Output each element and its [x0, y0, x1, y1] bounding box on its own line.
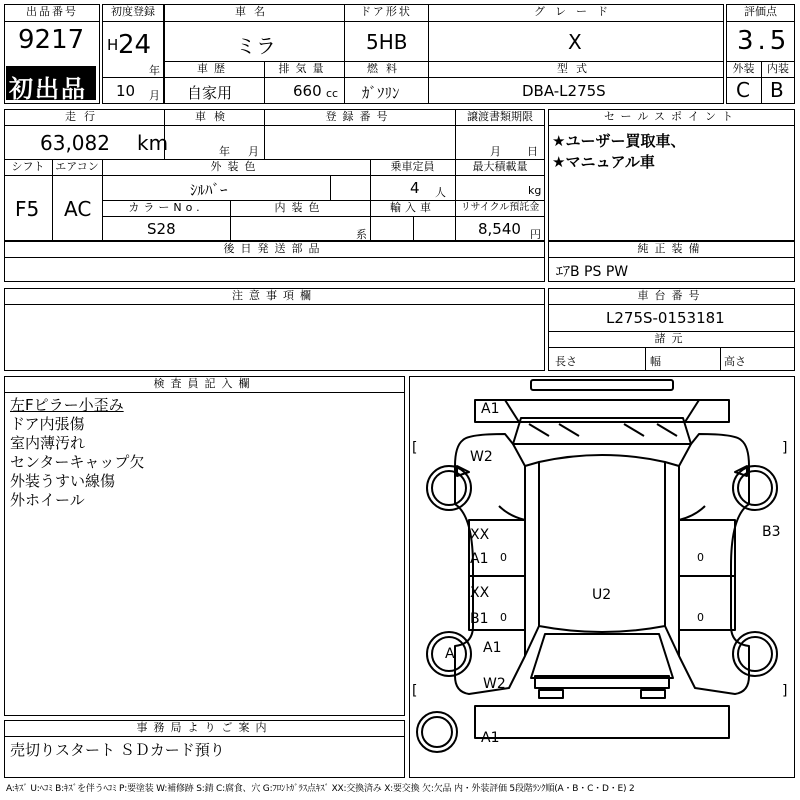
mark-rear-bumper: A1	[481, 730, 500, 746]
roof-outline	[539, 455, 665, 632]
inspection-month-unit: 月	[248, 145, 259, 158]
exterior-grade: C	[736, 78, 750, 102]
recycle-deposit: 8,540	[478, 220, 521, 238]
transfer-deadline-label: 譲渡書類期限	[467, 110, 533, 123]
mark-left-front-door-1: XX	[470, 527, 490, 543]
inspector-note: 室内薄汚れ	[10, 434, 86, 452]
score: 3.5	[737, 26, 791, 56]
sales-points-box	[548, 109, 795, 241]
caution-notes-title: 注意事項欄	[232, 289, 317, 302]
grade: X	[568, 30, 582, 54]
inspector-note: ドア内張傷	[10, 415, 85, 433]
recycle-deposit-unit: 円	[530, 228, 541, 241]
door-type: 5HB	[366, 30, 408, 54]
exterior-color: ｼﾙﾊﾞｰ	[190, 181, 228, 199]
mark-left-front-door-2: A1	[470, 551, 489, 567]
zero-mark: 0	[697, 611, 704, 624]
registration-year: 24	[118, 30, 152, 60]
transfer-day-unit: 日	[527, 145, 538, 158]
car-name-label: 車名	[235, 5, 273, 18]
mark-front-left-fender: W2	[470, 449, 493, 465]
inspector-note: センターキャップ欠	[10, 453, 145, 471]
shift: F5	[15, 197, 40, 221]
diagram-bracket-right-top: ]	[782, 440, 788, 456]
transfer-month-unit: 月	[490, 145, 501, 158]
interior-color-label: 内装色	[274, 201, 326, 214]
sales-point-1: ★ユーザー買取車、	[552, 132, 686, 150]
grade-label: グレード	[534, 5, 618, 18]
rear-right-wheel	[733, 632, 777, 676]
history-label: 車歴	[197, 62, 231, 75]
damage-legend: A:ｷｽﾞ U:ﾍｺﾐ B:ｷｽﾞを伴うﾍｺﾐ P:要塗装 W:補修跡 S:錆 C:腐食、穴 G:ﾌﾛﾝﾄｶﾞﾗｽ点ｷｽﾞ XX:交換済み X:要交換 欠:欠品 内・外装評価 5段階ﾗﾝｸ順(A・B・C・D・E) 2	[6, 784, 635, 794]
zero-mark: 0	[500, 611, 507, 624]
exterior-color-label: 外装色	[210, 160, 262, 173]
model-code: DBA-L275S	[522, 82, 606, 100]
air-conditioner: AC	[64, 197, 92, 221]
displacement-unit: cc	[326, 87, 339, 100]
displacement-label: 排気量	[278, 62, 330, 75]
height-label: 高さ	[724, 355, 746, 368]
interior-grade-label: 内装	[767, 62, 789, 75]
car-diagram	[409, 376, 795, 778]
air-conditioner-label: エアコン	[55, 160, 99, 173]
mark-roof: U2	[592, 587, 612, 603]
era-prefix: H	[107, 36, 119, 54]
exterior-grade-label: 外装	[732, 62, 755, 75]
registration-month: 10	[116, 82, 136, 100]
rear-bumper-shape	[475, 706, 729, 738]
max-load-unit: kg	[528, 184, 542, 197]
diagram-bracket-left-top: [	[412, 440, 418, 456]
mark-left-rear-fender: A1	[483, 640, 502, 656]
lot-number: 9217	[18, 25, 85, 55]
registration-number-label: 登録番号	[325, 110, 394, 123]
width-label: 幅	[650, 355, 661, 368]
mark-left-rear-door-2: B1	[470, 611, 489, 627]
shift-label: シフト	[11, 160, 45, 173]
mileage: 63,082	[40, 131, 110, 155]
inspection-label: 車検	[195, 110, 233, 123]
office-message-title: 事務局よりご案内	[136, 721, 273, 734]
import-car-label: 輸入車	[390, 201, 435, 214]
diagram-bracket-left-bottom: [	[412, 683, 418, 699]
door-type-label: ドア形状	[360, 5, 412, 18]
sales-point-2: ★マニュアル車	[552, 153, 655, 171]
history: 自家用	[187, 84, 233, 102]
color-number: S28	[147, 220, 176, 238]
mark-right-side: B3	[762, 524, 781, 540]
diagram-bracket-right-bottom: ]	[782, 683, 788, 699]
right-rear-door	[679, 576, 735, 630]
later-parts-title: 後日発送部品	[223, 242, 326, 255]
score-label: 評価点	[744, 5, 777, 18]
color-number-label: カラーNo.	[128, 201, 204, 214]
inspector-notes-list	[10, 396, 144, 510]
inspector-notes-title: 検査員記入欄	[153, 377, 256, 390]
office-message: 売切りスタート ＳＤカード預り	[10, 741, 225, 759]
mileage-label: 走行	[65, 110, 103, 123]
first-listing-badge-text: 初出品	[9, 75, 87, 103]
interior-grade: B	[770, 78, 784, 102]
equipment-title: 純正装備	[637, 242, 706, 255]
inspector-note: 左Fピラー小歪み	[10, 396, 124, 414]
rear-lamp-right	[641, 690, 665, 698]
interior-color-unit: 系	[356, 228, 367, 241]
right-front-door	[679, 520, 735, 576]
inspector-note: 外ホイール	[10, 491, 85, 509]
mark-left-rear-door-1: XX	[470, 585, 490, 601]
equipment-list: ｴｱB PS PW	[556, 264, 629, 280]
inspector-note: 外装うすい線傷	[10, 472, 116, 490]
seating-capacity: 4	[410, 179, 420, 197]
chassis-number-title: 車台番号	[637, 289, 706, 302]
chassis-number: L275S-0153181	[606, 309, 725, 327]
max-load-label: 最大積載量	[472, 160, 528, 173]
model-label: 型式	[557, 62, 595, 75]
fuel-label: 燃料	[367, 62, 405, 75]
specs-title: 諸元	[654, 332, 689, 345]
recycle-deposit-label: リサイクル預託金	[460, 202, 540, 213]
inspection-year-unit: 年	[219, 145, 230, 158]
seating-capacity-label: 乗車定員	[390, 160, 435, 173]
rear-window	[531, 634, 673, 678]
displacement: 660	[293, 82, 322, 100]
length-label: 長さ	[555, 355, 577, 368]
month-unit: 月	[149, 89, 160, 102]
sales-points-title: セールスポイント	[603, 110, 739, 123]
lot-number-label: 出品番号	[26, 5, 78, 18]
year-unit: 年	[149, 64, 160, 77]
front-bumper-shape	[531, 380, 673, 390]
car-name: ミラ	[236, 34, 276, 58]
fuel: ｶﾞｿﾘﾝ	[362, 84, 400, 102]
first-registration-label: 初度登録	[111, 5, 155, 18]
mark-front-bumper: A1	[481, 401, 500, 417]
mark-left-rear-quarter: W2	[483, 676, 506, 692]
zero-mark: 0	[697, 551, 704, 564]
seating-capacity-unit: 人	[435, 186, 446, 199]
rear-lamp-left	[539, 690, 563, 698]
zero-mark: 0	[500, 551, 507, 564]
mark-left-rear-wheel: A	[445, 646, 455, 662]
mileage-unit: km	[137, 131, 169, 155]
